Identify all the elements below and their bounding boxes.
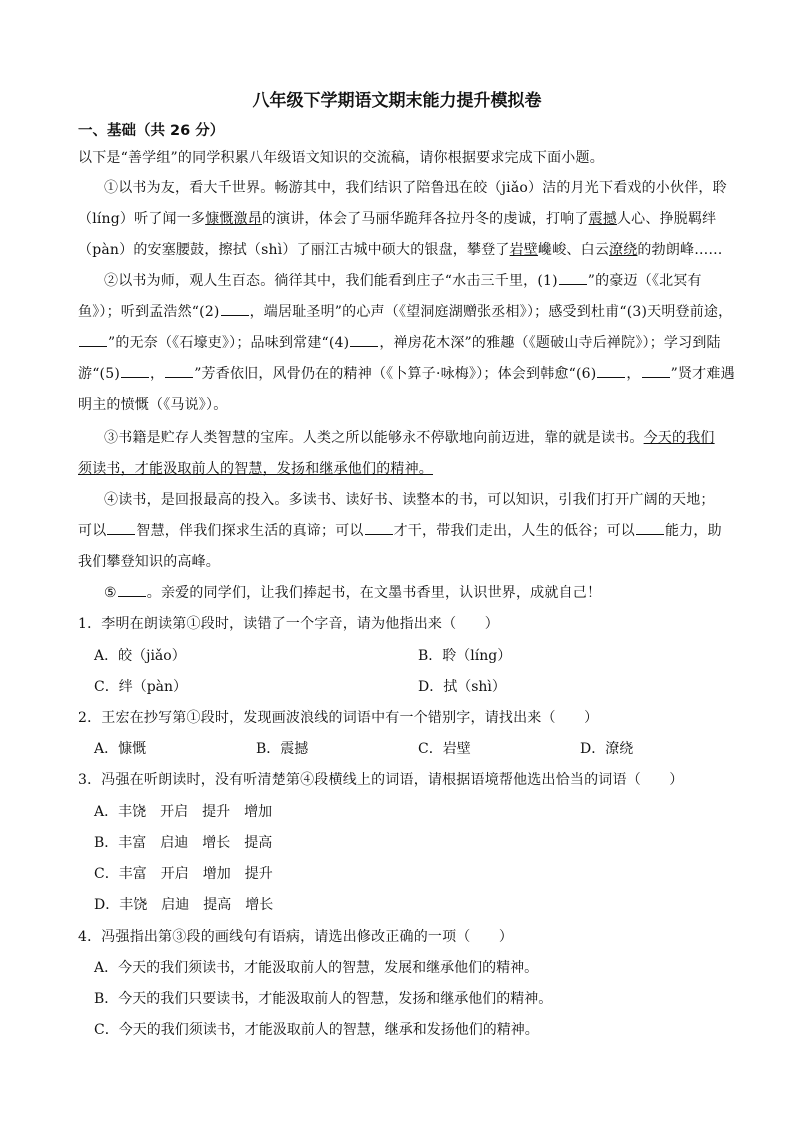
- blank-5a[interactable]: [121, 365, 149, 378]
- paragraph-2-line-3: ”的无奈（《石壕吏》）；品味到常建“(4) ，禅房花木深”的雅趣（《题破山寺后禅院》）；学习到陆: [78, 332, 750, 352]
- intro-text: 以下是“善学组”的同学积累八年级语文知识的交流稿，请你根据要求完成下面小题。: [78, 150, 604, 166]
- q1-option-d[interactable]: D．拭（shì）: [418, 679, 506, 695]
- paragraph-1-line-3: （pàn）的安塞腰鼓，擦拭（shì）了丽江古城中硕大的银盘，攀登了岩壁巉峻、白云潦绕的勃朗峰……: [78, 242, 723, 258]
- blank-6a[interactable]: [597, 365, 625, 378]
- wavy-word-liaorao: 潦绕: [609, 242, 638, 258]
- question-3-stem: 3．冯强在听朗读时，没有听清楚第④段横线上的词语，请根据语境帮他选出恰当的词语（ ）: [78, 772, 684, 788]
- q2-option-a[interactable]: A．慷慨: [94, 741, 147, 757]
- q3-option-a[interactable]: A．丰饶 开启 提升 增加: [94, 804, 273, 820]
- paragraph-2-line-2: 鱼》）；听到孟浩然“(2) ，端居耻圣明”的心声（《望洞庭湖赠张丞相》）；感受到杜甫“(3)天明登前途，: [78, 304, 733, 320]
- paragraph-4-line-3: 我们攀登知识的高峰。: [78, 554, 220, 570]
- q3-option-b[interactable]: B．丰富 启迪 增长 提高: [94, 835, 273, 851]
- q1-option-b[interactable]: B．聆（líng）: [418, 648, 512, 664]
- question-1-stem: 1．李明在朗读第①段时，读错了一个字音，请为他指出来（ ）: [78, 616, 499, 632]
- paragraph-1-line-1: ①以书为友，看大千世界。畅游其中，我们结识了陪鲁迅在皎（jiǎo）洁的月光下看戏的小伙伴，聆: [104, 180, 727, 196]
- paragraph-3-line-1: ③书籍是贮存人类智慧的宝库。人类之所以能够永不停歇地向前迈进，靠的就是读书。今天的我们: [104, 430, 715, 446]
- blank-4b[interactable]: [365, 522, 393, 535]
- paragraph-2-line-1: ②以书为师，观人生百态。徜徉其中，我们能看到庄子“水击三千里，(1) ”的豪迈（《北冥有: [104, 273, 702, 289]
- blank-4c[interactable]: [636, 522, 664, 535]
- blank-5b[interactable]: [165, 365, 193, 378]
- q1-option-a[interactable]: A．皎（jiǎo）: [94, 648, 186, 664]
- paragraph-1-line-2: （líng）听了闻一多慷慨激昂的演讲，体会了马丽华跪拜各拉丹冬的虔诚，打响了震撼人心、挣脱羁绊: [78, 211, 717, 227]
- blank-5[interactable]: [118, 584, 146, 597]
- blank-4a[interactable]: [107, 522, 135, 535]
- q2-option-c[interactable]: C．岩壁: [418, 741, 471, 757]
- blank-4[interactable]: [350, 334, 378, 347]
- q1-option-c[interactable]: C．绊（pàn）: [94, 679, 188, 695]
- q2-option-b[interactable]: B．震撼: [256, 741, 309, 757]
- wavy-word-yanbi: 岩壁: [509, 242, 539, 258]
- wavy-word-zhenhan: 震撼: [588, 211, 617, 227]
- blank-1[interactable]: [559, 272, 587, 285]
- section-heading: 一、基础（共 26 分）: [78, 123, 225, 139]
- paragraph-5: ⑤ 。亲爱的同学们，让我们捧起书，在文墨书香里，认识世界，成就自己！: [104, 585, 602, 601]
- exam-title: 八年级下学期语文期末能力提升模拟卷: [252, 91, 542, 111]
- blank-6b[interactable]: [642, 365, 670, 378]
- wavy-word-kangkai: 慷慨激昂: [205, 211, 262, 227]
- paragraph-2-line-4: 游“(5) ， ”芳香依旧，风骨仍在的精神（《卜算子·咏梅》）；体会到韩愈“(6) ， ”贤才难遇: [78, 366, 735, 382]
- q3-option-d[interactable]: D．丰饶 启迪 提高 增长: [94, 897, 274, 913]
- q4-option-a[interactable]: A．今天的我们须读书，才能汲取前人的智慧，发展和继承他们的精神。: [94, 960, 539, 976]
- blank-3[interactable]: [79, 334, 107, 347]
- paragraph-4-line-1: ④读书，是回报最高的投入。多读书、读好书、读整本的书，可以知识，引我们打开广阔的天地；: [104, 492, 715, 508]
- paragraph-4-line-2: 可以 智慧，伴我们探求生活的真谛；可以 才干，带我们走出，人生的低谷；可以 能力，助: [78, 523, 722, 539]
- blank-2[interactable]: [221, 303, 249, 316]
- question-2-stem: 2．王宏在抄写第①段时，发现画波浪线的词语中有一个错别字，请找出来（ ）: [78, 710, 599, 726]
- underlined-sentence-part-1: 今天的我们: [643, 430, 715, 446]
- q2-option-d[interactable]: D．潦绕: [580, 741, 634, 757]
- question-4-stem: 4．冯强指出第③段的画线句有语病，请选出修改正确的一项（ ）: [78, 929, 514, 945]
- paragraph-3-line-2: [78, 458, 750, 478]
- paragraph-2-line-5: 明主的愤慨（《马说》）。: [78, 397, 228, 413]
- q4-option-c[interactable]: C．今天的我们须读书，才能汲取前人的智慧，继承和发扬他们的精神。: [94, 1022, 539, 1038]
- q3-option-c[interactable]: C．丰富 开启 增加 提升: [94, 866, 273, 882]
- underlined-sentence-part-2: 须读书，才能汲取前人的智慧，发扬和继承他们的精神。: [78, 461, 433, 477]
- q4-option-b[interactable]: B．今天的我们只要读书，才能汲取前人的智慧，发扬和继承他们的精神。: [94, 991, 553, 1007]
